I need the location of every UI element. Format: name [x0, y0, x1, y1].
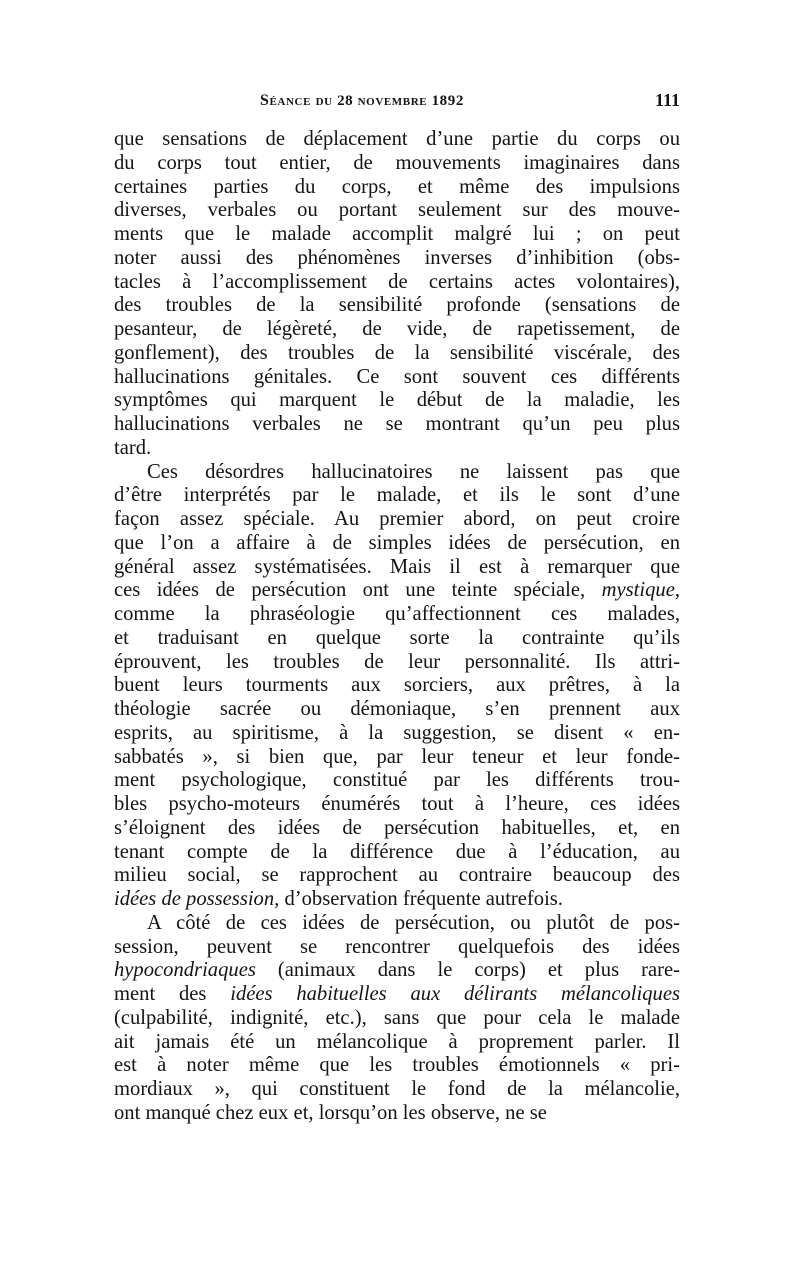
- text-line: s’éloignent des idées de persécution habituelles, et, en: [114, 816, 680, 839]
- text-line: théologie sacrée ou démoniaque, s’en prennent aux: [114, 698, 680, 720]
- text-line: tenant compte de la différence due à l’éducation, au: [114, 840, 680, 863]
- running-title-year: 1892: [431, 93, 464, 109]
- text-line: ait jamais été un mélancolique à proprement parler. Il: [114, 1030, 680, 1053]
- text-line: tard.: [114, 436, 152, 459]
- text-line: A côté de ces idées de persécution, ou plutôt de pos-: [147, 911, 680, 934]
- italic-term: idées de possession,: [114, 888, 280, 910]
- text-line: et traduisant en quelque sorte la contrainte qu’ils: [114, 626, 680, 649]
- text-segment: ces idées de persécution ont une teinte spéciale,: [114, 579, 586, 602]
- running-title-month: novembre: [357, 92, 428, 109]
- text-line: certaines parties du corps, et même des impulsions: [114, 175, 680, 198]
- body-text: [114, 128, 680, 1126]
- text-line: [114, 888, 680, 912]
- text-line: comme la phraséologie qu’affectionnent ces malades,: [114, 603, 680, 625]
- text-line: diverses, verbales ou portant seulement sur des mouve-: [114, 199, 680, 222]
- text-line: mordiaux », qui constituent le fond de la mélancolie,: [114, 1078, 680, 1100]
- running-title: [260, 92, 464, 110]
- text-line: que sensations de déplacement d’une partie du corps ou: [114, 128, 680, 150]
- text-line: pesanteur, de légèreté, de vide, de rapetissement, de: [114, 318, 680, 340]
- text-line: esprits, au spiritisme, à la suggestion, se disent « en-: [114, 721, 680, 744]
- text-line: buent leurs tourments aux sorciers, aux prêtres, à la: [114, 674, 680, 697]
- text-line: d’être interprétés par le malade, et ils le sont d’une: [114, 484, 680, 507]
- text-line: ment psychologique, constitué par les différents trou-: [114, 769, 680, 792]
- text-line: [114, 959, 680, 983]
- text-line: noter aussi des phénomènes inverses d’inhibition (obs-: [114, 246, 680, 269]
- running-title-date: 28: [337, 93, 354, 109]
- text-line: bles psycho-moteurs énumérés tout à l’heure, ces idées: [114, 793, 680, 815]
- text-segment: (animaux dans le corps) et plus rare-: [277, 959, 680, 982]
- text-segment: ment des: [114, 983, 207, 1005]
- italic-term: idées habituelles aux délirants mélancoliques: [230, 983, 680, 1005]
- running-head: [114, 92, 680, 128]
- text-line: Ces désordres hallucinatoires ne laissent pas que: [147, 460, 680, 483]
- text-line: milieu social, se rapprochent au contraire beaucoup des: [114, 864, 680, 887]
- text-line: hallucinations verbales ne se montrant qu’un peu plus: [114, 413, 680, 435]
- text-line: éprouvent, les troubles de leur personnalité. Ils attri-: [114, 650, 680, 673]
- text-line: général assez systématisées. Mais il est à remarquer que: [114, 555, 680, 578]
- text-line: que l’on a affaire à de simples idées de persécution, en: [114, 531, 680, 554]
- italic-term: mystique,: [601, 579, 680, 602]
- text-line: gonflement), des troubles de la sensibilité viscérale, des: [114, 341, 680, 364]
- text-line: ont manqué chez eux et, lorsqu’on les observe, ne se: [114, 1101, 547, 1124]
- text-line: sabbatés », si bien que, par leur teneur et leur fonde-: [114, 745, 680, 768]
- text-line: hallucinations génitales. Ce sont souvent ces différents: [114, 365, 680, 388]
- text-line: tacles à l’accomplissement de certains actes volontaires),: [114, 270, 680, 293]
- text-line: [114, 579, 680, 603]
- text-segment: d’observation fréquente autrefois.: [284, 888, 563, 910]
- page-number: 111: [654, 90, 680, 110]
- text-line: ments que le malade accomplit malgré lui ; on peut: [114, 223, 680, 245]
- text-line: symptômes qui marquent le début de la maladie, les: [114, 389, 680, 412]
- text-line: est à noter même que les troubles émotionnels « pri-: [114, 1054, 680, 1077]
- text-line: session, peuvent se rencontrer quelquefois des idées: [114, 935, 680, 958]
- italic-term: hypocondriaques: [114, 959, 256, 982]
- text-line: [114, 983, 680, 1007]
- text-line: des troubles de la sensibilité profonde (sensations de: [114, 294, 680, 317]
- book-page: [114, 92, 680, 1126]
- text-line: (culpabilité, indignité, etc.), sans que pour cela le malade: [114, 1006, 680, 1029]
- running-title-caps: Séance du: [260, 92, 333, 109]
- text-line: du corps tout entier, de mouvements imaginaires dans: [114, 151, 680, 174]
- text-line: façon assez spéciale. Au premier abord, on peut croire: [114, 508, 680, 530]
